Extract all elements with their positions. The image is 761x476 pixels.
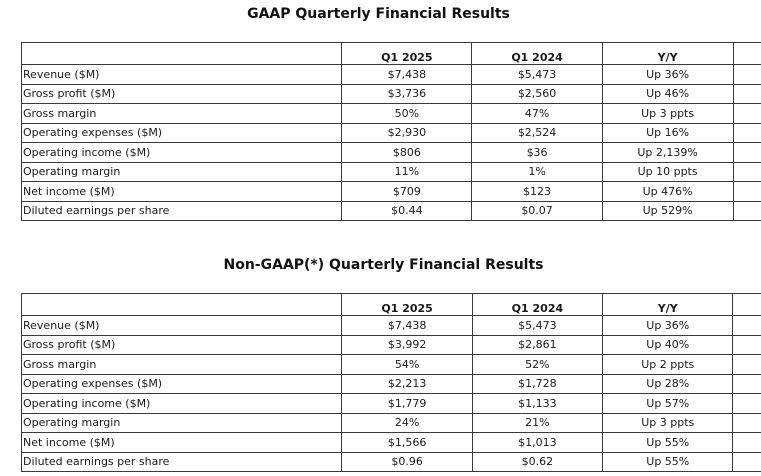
edge-cell — [733, 355, 761, 375]
q1-2025-value: $1,566 — [342, 433, 472, 453]
edge-cell — [733, 162, 761, 182]
table-row — [22, 335, 761, 355]
edge-cell — [733, 374, 761, 394]
edge-cell — [733, 433, 761, 453]
row-label: Operating margin — [22, 162, 342, 182]
edge-cell — [733, 394, 761, 414]
table-row — [22, 162, 761, 182]
q1-2025-value: $806 — [342, 143, 472, 163]
yy-change-value: Up 57% — [603, 394, 733, 414]
q1-2025-value: $1,779 — [342, 394, 472, 414]
table-row — [22, 374, 761, 394]
edge-cell — [733, 316, 761, 336]
row-label: Gross profit ($M) — [22, 84, 342, 104]
q1-2025-value: $0.96 — [342, 452, 472, 472]
q1-2025-value: $7,438 — [342, 65, 472, 85]
table-row — [22, 182, 761, 202]
yy-change-value: Up 529% — [602, 201, 733, 221]
row-label: Operating margin — [22, 413, 342, 433]
row-label: Diluted earnings per share — [22, 201, 342, 221]
q1-2024-value: $1,013 — [472, 433, 602, 453]
non-gaap-results-table — [21, 293, 761, 472]
q1-2025-value: $3,992 — [342, 335, 472, 355]
row-label: Net income ($M) — [22, 182, 342, 202]
row-label: Operating expenses ($M) — [22, 123, 342, 143]
yy-change-value: Up 28% — [603, 374, 733, 394]
table-row — [22, 355, 761, 375]
header-q1-2025: Q1 2025 — [342, 294, 472, 316]
q1-2024-value: 47% — [472, 104, 602, 124]
header-yy: Y/Y — [602, 43, 733, 65]
header-yy: Y/Y — [603, 294, 733, 316]
edge-cell — [733, 452, 761, 472]
yy-change-value: Up 36% — [602, 65, 733, 85]
yy-change-value: Up 36% — [603, 316, 733, 336]
table-row — [22, 143, 761, 163]
edge-cell — [733, 335, 761, 355]
edge-cell — [733, 143, 761, 163]
header-edge-cell — [733, 294, 761, 316]
q1-2024-value: 52% — [472, 355, 602, 375]
yy-change-value: Up 40% — [603, 335, 733, 355]
yy-change-value: Up 46% — [602, 84, 733, 104]
gaap-table-title: GAAP Quarterly Financial Results — [247, 6, 510, 22]
row-label: Diluted earnings per share — [22, 452, 342, 472]
gaap-results-table — [21, 42, 761, 221]
row-label: Operating expenses ($M) — [22, 374, 342, 394]
table-row — [22, 394, 761, 414]
header-blank-cell — [22, 294, 342, 316]
q1-2024-value: $1,133 — [472, 394, 602, 414]
yy-change-value: Up 10 ppts — [602, 162, 733, 182]
edge-cell — [733, 84, 761, 104]
non-gaap-table-title: Non-GAAP(*) Quarterly Financial Results — [223, 257, 544, 273]
q1-2024-value: $0.62 — [472, 452, 602, 472]
q1-2025-value: 54% — [342, 355, 472, 375]
q1-2024-value: $1,728 — [472, 374, 602, 394]
edge-cell — [733, 413, 761, 433]
yy-change-value: Up 476% — [602, 182, 733, 202]
edge-cell — [733, 65, 761, 85]
q1-2025-value: 50% — [342, 104, 472, 124]
header-q1-2024: Q1 2024 — [472, 294, 602, 316]
yy-change-value: Up 2 ppts — [603, 355, 733, 375]
table-header-row — [22, 43, 761, 65]
table-row — [22, 123, 761, 143]
q1-2024-value: $36 — [472, 143, 602, 163]
q1-2025-value: $2,213 — [342, 374, 472, 394]
table-header-row — [22, 294, 761, 316]
edge-cell — [733, 201, 761, 221]
q1-2024-value: $5,473 — [472, 316, 602, 336]
header-q1-2025: Q1 2025 — [342, 43, 472, 65]
q1-2024-value: $2,861 — [472, 335, 602, 355]
yy-change-value: Up 16% — [602, 123, 733, 143]
row-label: Revenue ($M) — [22, 316, 342, 336]
table-row — [22, 413, 761, 433]
q1-2025-value: $709 — [342, 182, 472, 202]
header-q1-2024: Q1 2024 — [472, 43, 602, 65]
q1-2025-value: 11% — [342, 162, 472, 182]
row-label: Operating income ($M) — [22, 394, 342, 414]
yy-change-value: Up 3 ppts — [603, 413, 733, 433]
q1-2025-value: $3,736 — [342, 84, 472, 104]
table-row — [22, 104, 761, 124]
q1-2024-value: $2,560 — [472, 84, 602, 104]
q1-2024-value: $5,473 — [472, 65, 602, 85]
row-label: Revenue ($M) — [22, 65, 342, 85]
table-row — [22, 65, 761, 85]
yy-change-value: Up 3 ppts — [602, 104, 733, 124]
q1-2024-value: 21% — [472, 413, 602, 433]
q1-2024-value: $0.07 — [472, 201, 602, 221]
table-row — [22, 201, 761, 221]
yy-change-value: Up 55% — [603, 452, 733, 472]
table-row — [22, 84, 761, 104]
row-label: Gross margin — [22, 355, 342, 375]
table-row — [22, 316, 761, 336]
q1-2025-value: 24% — [342, 413, 472, 433]
yy-change-value: Up 2,139% — [602, 143, 733, 163]
header-blank-cell — [22, 43, 342, 65]
yy-change-value: Up 55% — [603, 433, 733, 453]
q1-2025-value: $2,930 — [342, 123, 472, 143]
row-label: Operating income ($M) — [22, 143, 342, 163]
q1-2024-value: $2,524 — [472, 123, 602, 143]
q1-2025-value: $0.44 — [342, 201, 472, 221]
row-label: Gross margin — [22, 104, 342, 124]
q1-2024-value: $123 — [472, 182, 602, 202]
q1-2025-value: $7,438 — [342, 316, 472, 336]
table-row — [22, 452, 761, 472]
edge-cell — [733, 104, 761, 124]
q1-2024-value: 1% — [472, 162, 602, 182]
edge-cell — [733, 123, 761, 143]
header-edge-cell — [733, 43, 761, 65]
table-row — [22, 433, 761, 453]
edge-cell — [733, 182, 761, 202]
row-label: Net income ($M) — [22, 433, 342, 453]
row-label: Gross profit ($M) — [22, 335, 342, 355]
